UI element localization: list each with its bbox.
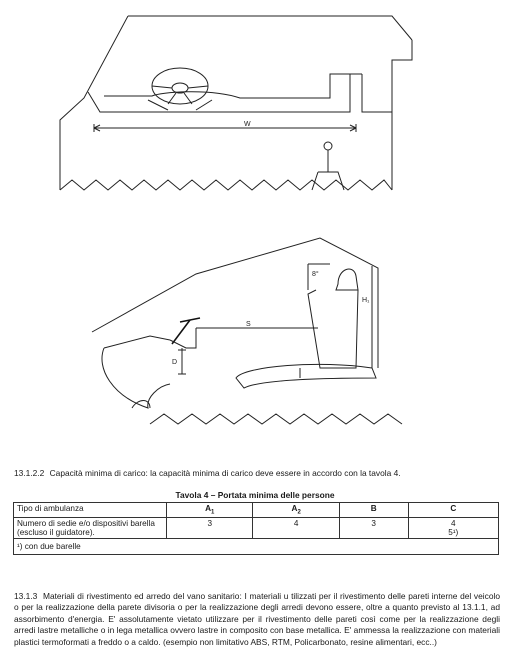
header-a2: $A_2$ [253,503,339,518]
w-label: W [244,121,251,128]
figure-cab-width [0,0,510,200]
cell-a1: 3 [167,517,253,538]
section-number: 13.1.2.2 [14,468,45,478]
d-label: D [172,359,178,366]
cell-c-note: 5¹) [448,527,459,537]
h1-label: H₁ [362,297,370,304]
figure-cab-side [0,228,510,438]
cab-width-drawing [0,0,510,200]
s-label: S [246,321,251,328]
table-min-persons [13,502,499,555]
section-13-1-3 [14,591,500,648]
section-number: 13.1.3 [14,591,38,601]
table-footnote-row [14,538,499,554]
header-a1: $A_1$ [167,503,253,518]
cell-b: 3 [339,517,408,538]
cell-c: 4 5¹) [408,517,498,538]
section-13-1-2-2 [14,468,500,479]
section-text: Materiali di rivestimento ed arredo del vano sanitario: I materiali u tilizzati per il rivestimento delle pareti interne del veicolo o per la realizzazione della parete divisoria o per la realizzazione degli arredi devono essere, oltre a quanto previsto al 13.1.1, ad assorbimento d'energia. E' assolutamente vietato utilizzare per il rivestimento delle pareti così come per la realizzazione degli arredi lastre metalliche o in lega metallica ovvero lastre in composito con base metallica. E' ammessa la realizzazione con materiali plastici termoformati a freddo o a caldo. (esempio non limitativo ABS, RTM, Policarbonato, resine alimentari, ecc..) [14,591,500,647]
row-label: Numero di sedie e/o dispositivi barella (escluso il guidatore). [14,517,167,538]
header-b: B [339,503,408,518]
table-header-row [14,503,499,518]
header-ambulance-type: Tipo di ambulanza [14,503,167,518]
table-row [14,517,499,538]
header-c: C [408,503,498,518]
cab-side-drawing [0,228,510,438]
table-title: Tavola 4 – Portata minima delle persone [175,490,335,500]
angle-label: 8° [312,271,319,278]
cell-a2: 4 [253,517,339,538]
table-footnote: ¹) con due barelle [14,538,499,554]
section-text: Capacità minima di carico: la capacità minima di carico deve essere in accordo con la tavola 4. [49,468,401,478]
